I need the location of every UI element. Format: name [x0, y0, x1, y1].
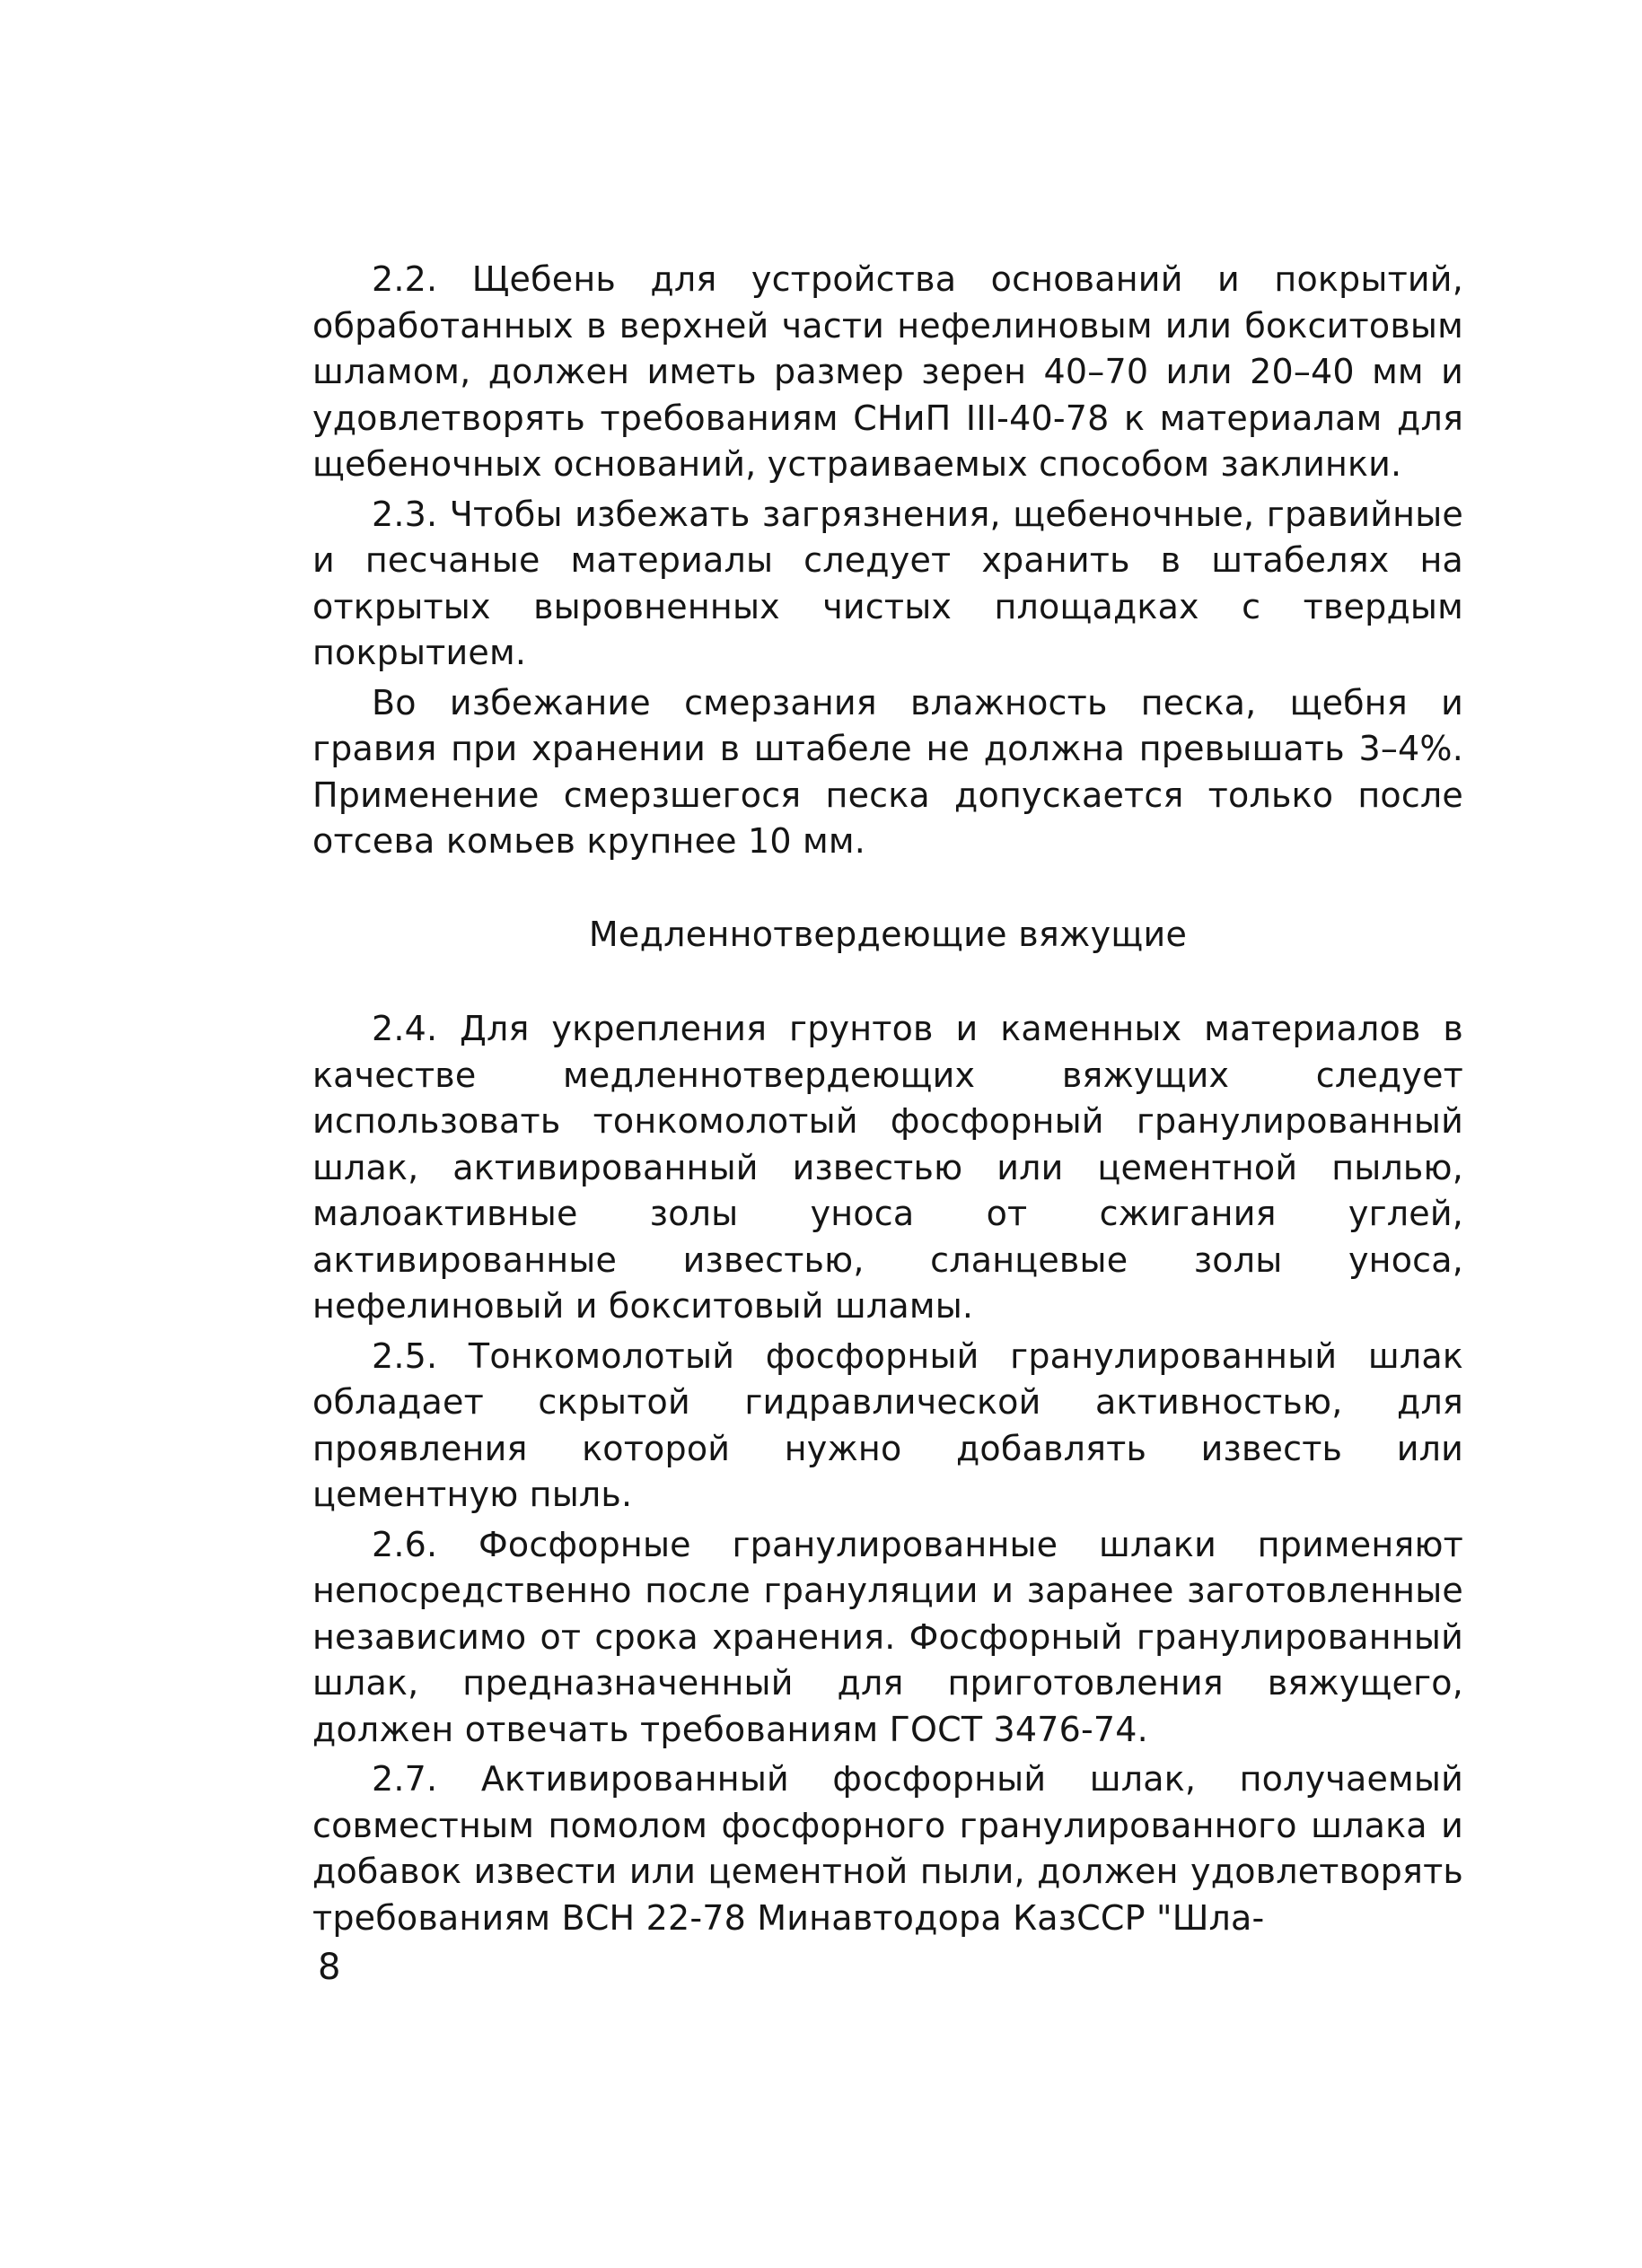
- paragraph-2-7: 2.7. Активированный фосфорный шлак, получаемый совместным помолом фосфорного гранулированного шлака и добавок извести или цементной пыли, должен удовлетворять требованиям ВСН 22-78 Минавтодора КазССР "Шла-: [312, 1759, 1463, 1938]
- paragraph-2-3: 2.3. Чтобы избежать загрязнения, щебеночные, гравийные и песчаные материалы следует хранить в штабелях на открытых выровненных чистых площадках с твердым покрытием.: [312, 494, 1463, 672]
- paragraph-2-2: 2.2. Щебень для устройства оснований и покрытий, обработанных в верхней части нефелиновым или бокситовым шламом, должен иметь размер зерен 40–70 или 20–40 мм и удовлетворять требованиям СНиП III-40-78 к материалам для щебеночных оснований, устраиваемых способом заклинки.: [312, 259, 1463, 484]
- section-heading: Медленнотвердеющие вяжущие: [588, 914, 1188, 954]
- page-number: 8: [318, 1947, 341, 1988]
- paragraph-2-6: 2.6. Фосфорные гранулированные шлаки применяют непосредственно после грануляции и заранее заготовленные независимо от срока хранения. Фосфорный гранулированный шлак, предназначенный для приготовления вяжущего, должен отвечать требованиям ГОСТ 3476-74.: [312, 1524, 1463, 1749]
- document-body: [312, 257, 1463, 1941]
- paragraph-2-4: 2.4. Для укрепления грунтов и каменных материалов в качестве медленнотвердеющих вяжущих следует использовать тонкомолотый фосфорный гранулированный шлак, активированный известью или цементной пылью, малоактивные золы уноса от сжигания углей, активированные известью, сланцевые золы уноса, нефелиновый и бокситовый шламы.: [312, 1009, 1463, 1326]
- paragraph-2-5: 2.5. Тонкомолотый фосфорный гранулированный шлак обладает скрытой гидравлической активностью, для проявления которой нужно добавлять известь или цементную пыль.: [312, 1335, 1463, 1514]
- paragraph-freezing-note: Во избежание смерзания влажность песка, щебня и гравия при хранении в штабеле не должна превышать 3–4%. Применение смерзшегося песка допускается только после отсева комьев крупнее 10 мм.: [312, 682, 1463, 861]
